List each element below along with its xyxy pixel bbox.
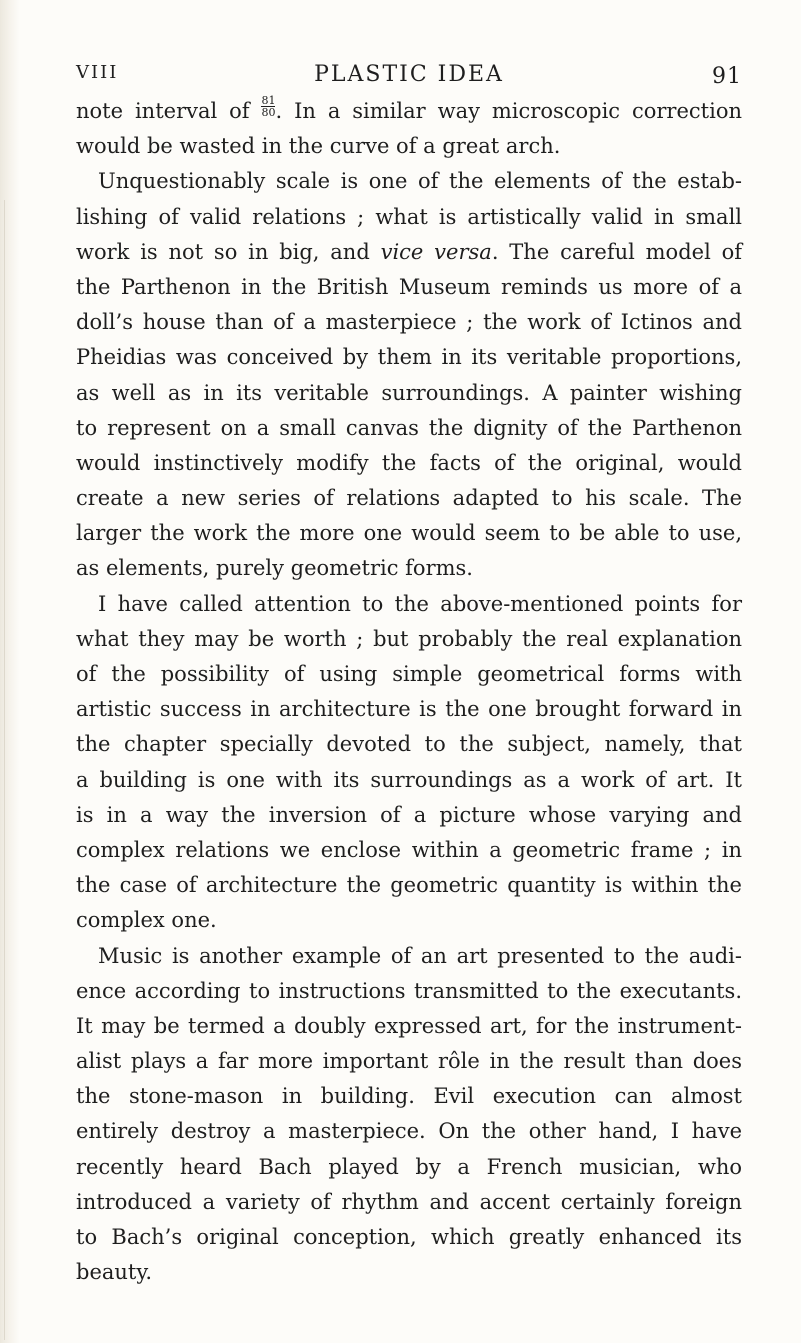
text-line: would be wasted in the curve of a great arch.: [76, 134, 561, 159]
text-line: create a new series of relations adapted to his scale. The: [76, 486, 742, 511]
text-line: what they may be worth ; but probably the real explanation: [76, 626, 742, 651]
text-line: note interval of $\frac{81}{80}$ . In a similar way microscopic correction: [76, 94, 742, 123]
text-line: of the possibility of using simple geometrical forms with: [76, 662, 742, 686]
text-line: I have called attention to the above-mentioned points for: [98, 591, 742, 616]
fraction: $\frac{81}{80}$: [261, 94, 276, 119]
italic-phrase: vice versa: [380, 239, 492, 264]
text-line: larger the work the more one would seem to be able to use,: [76, 521, 742, 546]
text-line: the stone-mason in building. Evil execution can almost: [76, 1084, 742, 1109]
body-text: [76, 94, 742, 1290]
text-line: lishing of valid relations ; what is artistically valid in small: [76, 204, 742, 229]
text-line: alist plays a far more important rôle in the result than does: [76, 1049, 742, 1074]
text-line: as elements, purely geometric forms.: [76, 556, 473, 581]
text-line: work is not so in big, and vice versa. The careful model of: [76, 239, 743, 264]
page-gutter-shadow: [0, 0, 20, 1343]
text-line: complex relations we enclose within a geometric frame ; in: [76, 837, 742, 862]
text-line: doll’s house than of a masterpiece ; the work of Ictinos and: [76, 310, 742, 335]
running-title: PLASTIC IDEA: [314, 62, 504, 87]
page-number: 91: [712, 64, 742, 89]
text-line: It may be termed a doubly expressed art, for the instrument-: [76, 1013, 742, 1038]
chapter-numeral: VIII: [76, 62, 119, 83]
text-line: Pheidias was conceived by them in its veritable proportions,: [76, 345, 742, 370]
text-line: complex one.: [76, 908, 217, 933]
text-line: is in a way the inversion of a picture whose varying and: [76, 802, 742, 827]
text-line: a building is one with its surroundings as a work of art. It: [76, 767, 742, 792]
text-line: entirely destroy a masterpiece. On the other hand, I have: [76, 1119, 742, 1144]
text-line: the Parthenon in the British Museum reminds us more of a: [76, 274, 742, 299]
text-line: to Bach’s original conception, which greatly enhanced its: [76, 1225, 742, 1249]
running-head: [76, 62, 742, 92]
text-line: Music is another example of an art presented to the audi-: [98, 943, 742, 968]
text-line: introduced a variety of rhythm and accent certainly foreign: [76, 1189, 742, 1214]
text-line: ence according to instructions transmitted to the executants.: [76, 978, 742, 1003]
text-line: artistic success in architecture is the one brought forward in: [76, 697, 742, 722]
text-line: beauty.: [76, 1260, 153, 1285]
text-line: as well as in its veritable surroundings. A painter wishing: [76, 380, 742, 405]
text-line: Unquestionably scale is one of the elements of the estab-: [98, 169, 742, 194]
text-line: would instinctively modify the facts of the original, would: [76, 450, 742, 475]
text-line: to represent on a small canvas the dignity of the Parthenon: [76, 415, 742, 440]
text-line: recently heard Bach played by a French musician, who: [76, 1154, 742, 1179]
text-line: the case of architecture the geometric quantity is within the: [76, 873, 742, 898]
text-line: the chapter specially devoted to the subject, namely, that: [76, 732, 742, 757]
